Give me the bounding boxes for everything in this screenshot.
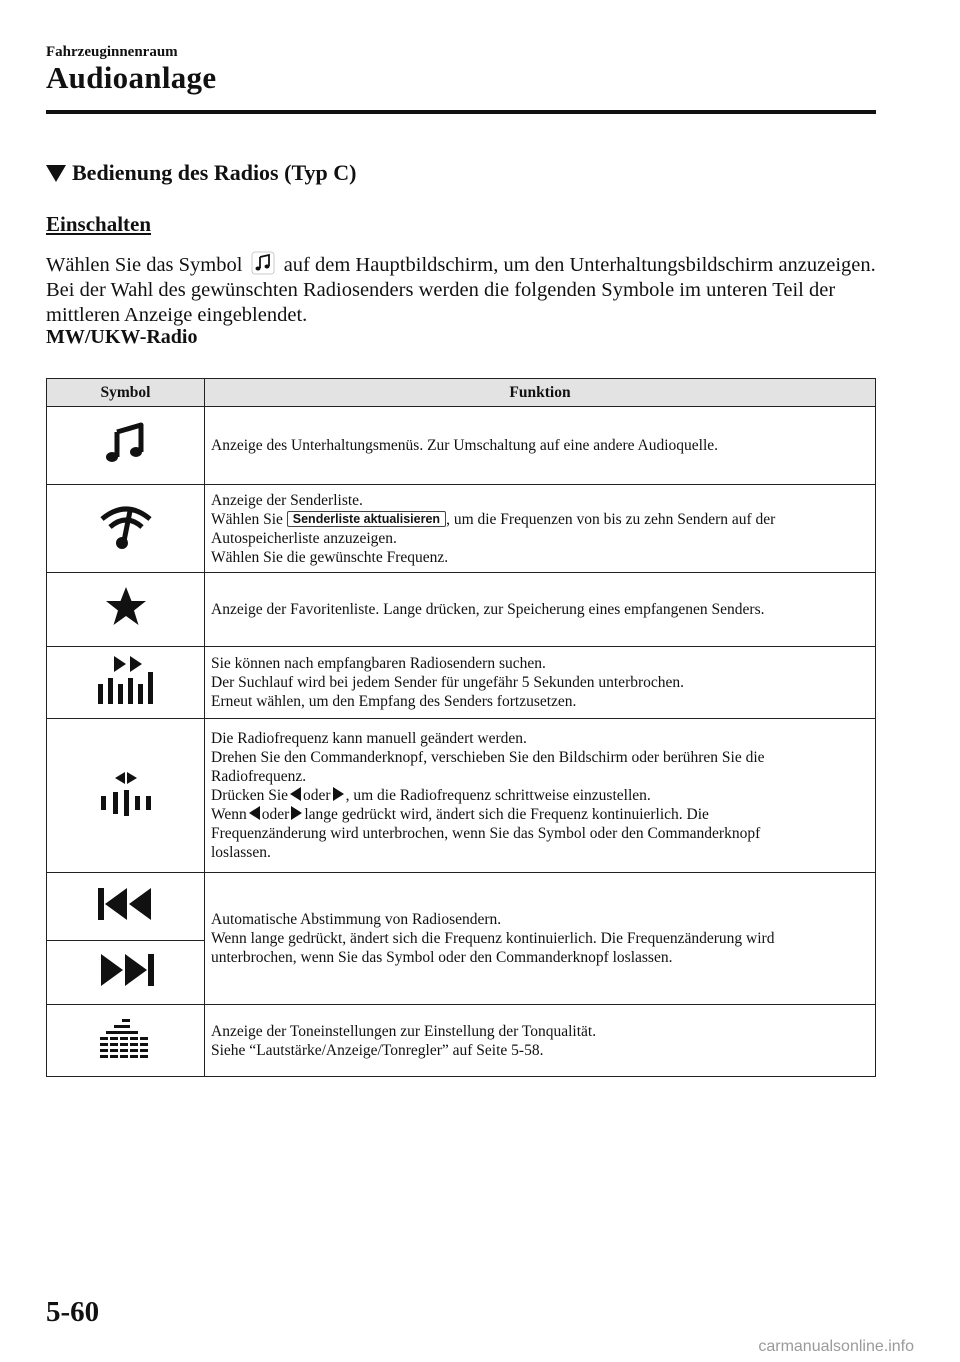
col-header-function: Funktion	[205, 379, 876, 407]
seek-forward-icon	[96, 950, 156, 990]
triangle-bullet-icon	[46, 165, 66, 182]
row-text: Drehen Sie den Commanderknopf, verschieben Sie den Bildschirm oder berühren Sie die	[211, 749, 765, 766]
intro-text-2: auf dem Hauptbildschirm, um den Unterhaltungsbildschirm anzuzeigen. Bei der Wahl des gewünschten Radiosenders werden die folgenden Symbole im unteren Teil der mittleren Anzeige eingeblendet.	[46, 254, 876, 326]
station-list-icon	[98, 501, 154, 551]
row-text: Die Radiofrequenz kann manuell geändert werden.	[211, 730, 527, 747]
seek-back-icon	[96, 884, 156, 924]
row-text: Siehe “Lautstärke/Anzeige/Tonregler” auf Seite 5-58.	[211, 1041, 544, 1059]
row-text: Der Suchlauf wird bei jedem Sender für ungefähr 5 Sekunden unterbrochen.	[211, 674, 685, 691]
row-text: Anzeige der Toneinstellungen zur Einstellung der Tonqualität.	[211, 1022, 597, 1040]
watermark: carmanualsonline.info	[758, 1338, 914, 1355]
section-title: Audioanlage	[46, 60, 217, 95]
row-text: Anzeige der Senderliste.	[211, 491, 363, 509]
music-note-icon	[103, 420, 149, 466]
row-text: , um die Radiofrequenz schrittweise einzustellen.	[345, 787, 651, 804]
manual-tune-icon	[99, 770, 153, 816]
row-text: Wenn	[211, 806, 247, 823]
row-text: loslassen.	[211, 844, 271, 861]
row-text: Wählen Sie die gewünschte Frequenz.	[211, 548, 449, 566]
row-text: Sie können nach empfangbaren Radiosendern suchen.	[211, 655, 546, 672]
row-text: Anzeige der Favoritenliste. Lange drücken, zur Speicherung eines empfangenen Senders.	[211, 601, 765, 618]
row-text-with-button	[211, 510, 867, 529]
right-arrow-icon	[291, 806, 302, 820]
topic-heading	[46, 160, 356, 186]
row-text: Automatische Abstimmung von Radiosendern.	[211, 911, 502, 928]
entertainment-note-icon	[251, 251, 275, 275]
row-text: Wählen Sie	[211, 510, 283, 528]
col-header-symbol: Symbol	[47, 379, 205, 407]
intro-paragraph	[46, 251, 886, 328]
table-row	[47, 873, 876, 941]
scan-icon	[96, 654, 156, 706]
row-text: Frequenzänderung wird unterbrochen, wenn Sie das Symbol oder den Commanderknopf	[211, 825, 761, 842]
page-number: 5-60	[46, 1296, 100, 1328]
left-arrow-icon	[290, 787, 301, 801]
left-arrow-icon	[249, 806, 260, 820]
subheading: Einschalten	[46, 212, 152, 236]
tone-settings-icon	[98, 1017, 154, 1059]
row-text: , um die Frequenzen von bis zu zehn Sendern auf der	[446, 510, 776, 528]
header-rule	[46, 110, 876, 114]
row-text: Wenn lange gedrückt, ändert sich die Frequenz kontinuierlich. Die Frequenzänderung wird	[211, 930, 775, 947]
update-station-list-button[interactable]: Senderliste aktualisieren	[287, 511, 446, 527]
table-row	[47, 1005, 876, 1077]
symbol-table	[46, 378, 876, 1077]
row-text: Erneut wählen, um den Empfang des Senders fortzusetzen.	[211, 693, 577, 710]
row-text: oder	[303, 787, 331, 804]
row-text: Autospeicherliste anzuzeigen.	[211, 529, 397, 547]
right-arrow-icon	[333, 787, 344, 801]
row-text: Anzeige des Unterhaltungsmenüs. Zur Umschaltung auf eine andere Audioquelle.	[211, 437, 719, 454]
star-icon	[104, 585, 148, 629]
row-text: lange gedrückt wird, ändert sich die Frequenz kontinuierlich. Die	[304, 806, 709, 823]
topic-heading-text: Bedienung des Radios (Typ C)	[72, 160, 357, 185]
intro-text-1: Wählen Sie das Symbol	[46, 254, 243, 276]
section-label: Fahrzeuginnenraum	[46, 44, 178, 60]
table-row	[47, 719, 876, 873]
row-text: unterbrochen, wenn Sie das Symbol oder den Commanderknopf loslassen.	[211, 949, 673, 966]
row-text: Drücken Sie	[211, 787, 289, 804]
row-text: oder	[261, 806, 290, 823]
row-text-with-arrows	[211, 786, 867, 805]
table-row	[47, 407, 876, 485]
row-text-with-arrows	[211, 805, 867, 824]
row-text: Radiofrequenz.	[211, 768, 307, 785]
table-row	[47, 647, 876, 719]
table-row	[47, 573, 876, 647]
radio-type-label: MW/UKW-Radio	[46, 326, 198, 348]
table-row	[47, 485, 876, 573]
